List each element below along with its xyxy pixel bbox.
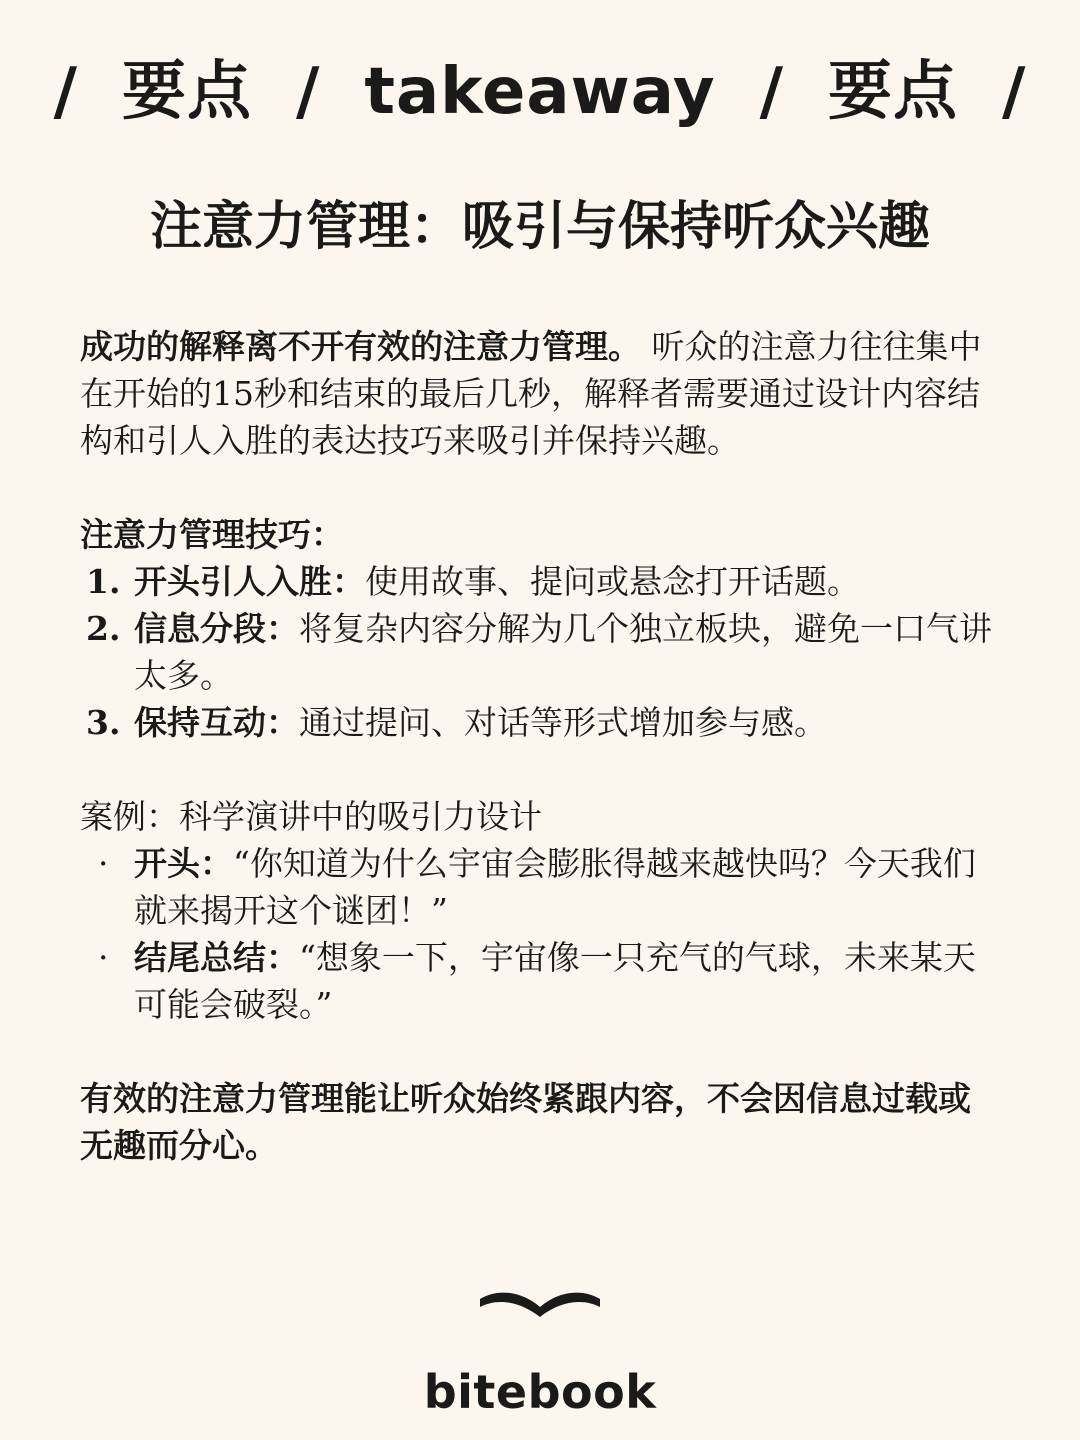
page-title: 注意力管理：吸引与保持听众兴趣 <box>149 196 930 257</box>
header-separator: / <box>53 55 78 129</box>
intro-text: 听众的注意力往往集中在开始的15秒和结束的最后几秒，解释者需要通过设计内容结构和引人入胜的表达技巧来吸引并保持兴趣。 <box>80 327 982 460</box>
techniques-heading: 注意力管理技巧： <box>80 515 344 554</box>
footer <box>0 1290 1080 1420</box>
bullet: · <box>98 938 109 977</box>
header-separator: / <box>295 55 321 129</box>
item-desc: 将复杂内容分解为几个独立板块，避免一口气讲太多。 <box>134 609 992 695</box>
list-item <box>80 605 1000 699</box>
item-number: 1. <box>86 562 121 601</box>
list-item <box>80 558 1000 605</box>
intro-paragraph <box>80 323 1000 464</box>
list-item <box>80 699 1000 746</box>
article-body <box>80 323 1000 1169</box>
case-heading: 案例：科学演讲中的吸引力设计 <box>80 797 542 836</box>
bullet: · <box>98 844 109 883</box>
intro-bold-lead: 成功的解释离不开有效的注意力管理。 <box>80 327 641 366</box>
item-desc: 通过提问、对话等形式增加参与感。 <box>299 703 827 742</box>
list-item <box>80 934 1000 1028</box>
item-number: 2. <box>86 609 121 648</box>
item-desc: “想象一下，宇宙像一只充气的气球，未来某天可能会破裂。” <box>134 938 976 1024</box>
item-term: 信息分段： <box>134 609 299 648</box>
item-term: 结尾总结： <box>134 938 299 977</box>
item-number: 3. <box>86 703 121 742</box>
item-desc: 使用故事、提问或悬念打开话题。 <box>365 562 860 601</box>
list-item <box>80 840 1000 934</box>
header-item: takeaway <box>364 55 716 129</box>
case-list <box>80 840 1000 1028</box>
item-term: 开头引人入胜： <box>134 562 365 601</box>
header-item: 要点 <box>828 55 959 129</box>
header-banner <box>0 52 1080 132</box>
open-book-icon <box>478 1290 602 1320</box>
header-item: 要点 <box>121 55 252 129</box>
conclusion-paragraph: 有效的注意力管理能让听众始终紧跟内容，不会因信息过载或无趣而分心。 <box>80 1079 971 1165</box>
item-desc: “你知道为什么宇宙会膨胀得越来越快吗？今天我们就来揭开这个谜团！” <box>134 844 976 930</box>
item-term: 保持互动： <box>134 703 299 742</box>
item-term: 开头： <box>134 844 233 883</box>
header-separator: / <box>1002 55 1027 129</box>
brand-name: bitebook <box>423 1365 657 1419</box>
header-separator: / <box>759 55 785 129</box>
techniques-list <box>80 558 1000 746</box>
